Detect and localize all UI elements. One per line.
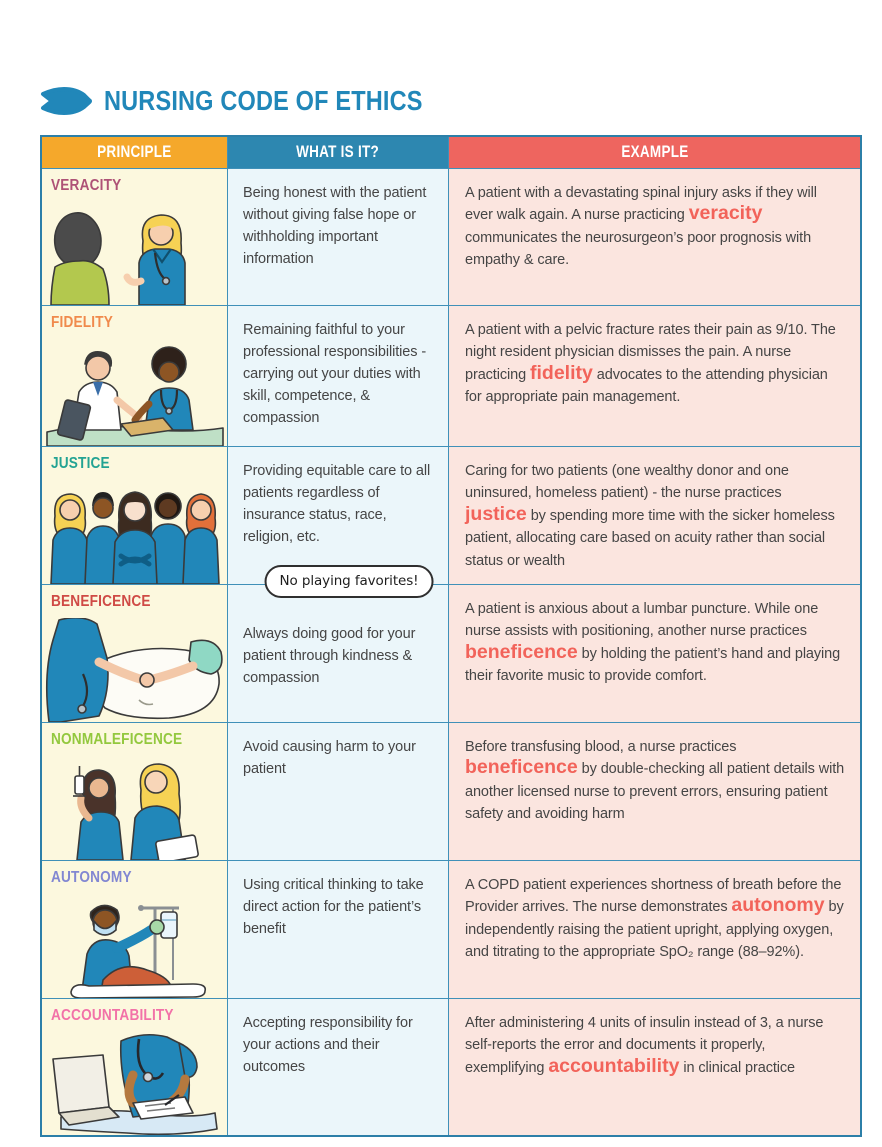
- example-keyword: veracity: [688, 202, 763, 225]
- example-text: [465, 460, 846, 572]
- principle-label: ACCOUNTABILITY: [51, 1007, 174, 1024]
- column-header-example: [449, 137, 860, 169]
- arrow-icon: [38, 86, 92, 116]
- principle-cell-fidelity: [42, 306, 228, 447]
- header-label: EXAMPLE: [620, 143, 689, 161]
- example-after: by double-checking all patient details with another licensed nurse to prevent errors, ensuring patient safety and avoiding harm: [465, 761, 845, 823]
- example-before: A patient with a devastating spinal injury asks if they will ever walk again. A nurse practicing: [465, 185, 817, 224]
- example-keyword: beneficence: [465, 640, 578, 663]
- principle-label: AUTONOMY: [51, 869, 132, 886]
- definition-text: Remaining faithful to your professional responsibilities -carrying out your duties with skill, competence, & compassion: [243, 322, 427, 427]
- example-cell-beneficence: [449, 585, 860, 723]
- page-header: [38, 85, 483, 117]
- example-cell-autonomy: [449, 861, 860, 999]
- example-text: [465, 598, 846, 688]
- definition-text: Avoid causing harm to your patient: [243, 739, 416, 778]
- principle-cell-justice: [42, 447, 228, 585]
- fidelity-illustration: [42, 342, 227, 446]
- example-keyword: autonomy: [731, 894, 825, 917]
- example-cell-fidelity: [449, 306, 860, 447]
- definition-cell-beneficence: [228, 585, 449, 723]
- definition-cell-nonmaleficence: [228, 723, 449, 861]
- autonomy-illustration: [42, 894, 227, 998]
- example-text: [465, 874, 846, 964]
- example-before: A patient is anxious about a lumbar puncture. While one nurse assists with positioning, another nurse practices: [465, 601, 819, 640]
- principle-cell-accountability: [42, 999, 228, 1135]
- definition-cell-accountability: [228, 999, 449, 1135]
- header-label: PRINCIPLE: [97, 143, 172, 161]
- principle-label: NONMALEFICENCE: [51, 731, 183, 748]
- column-header-principle: [42, 137, 228, 169]
- page-title: NURSING CODE OF ETHICS: [104, 85, 423, 116]
- example-keyword: accountability: [548, 1054, 680, 1077]
- example-after: by spending more time with the sicker homeless patient, allocating care based on acuity rather than social status or wealth: [465, 507, 835, 569]
- example-keyword: justice: [465, 502, 527, 525]
- example-before: Caring for two patients (one wealthy donor and one uninsured, homeless patient) - the nurse practices: [465, 463, 789, 502]
- example-text: [465, 319, 846, 409]
- principle-cell-autonomy: [42, 861, 228, 999]
- example-before: Before transfusing blood, a nurse practices: [465, 739, 737, 755]
- example-after: advocates to the attending physician for appropriate pain management.: [465, 366, 828, 406]
- example-before: A COPD patient experiences shortness of breath before the Provider arrives. The nurse demonstrates: [465, 877, 842, 916]
- definition-cell-veracity: [228, 169, 449, 306]
- principle-label: BENEFICENCE: [51, 593, 151, 610]
- column-header-what-is-it: [228, 137, 449, 169]
- principle-cell-nonmaleficence: [42, 723, 228, 861]
- example-after: by independently raising the patient upright, applying oxygen, and titrating to the appropriate SpO₂ range (88–92%).: [465, 899, 844, 961]
- veracity-illustration: [42, 201, 227, 305]
- example-text: [465, 736, 846, 826]
- principle-label: FIDELITY: [51, 314, 114, 331]
- principle-label: VERACITY: [51, 177, 122, 194]
- example-after: by holding the patient’s hand and playing their favorite music to provide comfort.: [465, 645, 841, 685]
- definition-text: Using critical thinking to take direct action for the patient’s benefit: [243, 877, 424, 938]
- definition-text: Always doing good for your patient through kindness & compassion: [243, 626, 416, 687]
- header-label: WHAT IS IT?: [296, 143, 380, 161]
- nonmaleficence-illustration: [42, 756, 227, 860]
- definition-text: Being honest with the patient without giving false hope or withholding important information: [243, 185, 427, 268]
- definition-text: Accepting responsibility for your actions and their outcomes: [243, 1015, 413, 1076]
- principle-cell-beneficence: [42, 585, 228, 723]
- example-text: [465, 182, 846, 272]
- justice-illustration: [42, 480, 227, 584]
- example-cell-veracity: [449, 169, 860, 306]
- example-before: After administering 4 units of insulin instead of 3, a nurse self-reports the error and documents it properly, exemplifying: [465, 1015, 824, 1076]
- accountability-illustration: [42, 1031, 227, 1135]
- principle-label: JUSTICE: [51, 455, 110, 472]
- example-cell-justice: [449, 447, 860, 585]
- example-after: communicates the neurosurgeon’s poor prognosis with empathy & care.: [465, 229, 812, 269]
- definition-text: Providing equitable care to all patients regardless of insurance status, race, religion, etc.: [243, 463, 431, 546]
- example-before: A patient with a pelvic fracture rates their pain as 9/10. The night resident physician dismisses the pain. A nurse practicing: [465, 322, 836, 383]
- definition-cell-justice: [228, 447, 449, 590]
- principle-cell-veracity: [42, 169, 228, 306]
- example-keyword: fidelity: [530, 361, 593, 384]
- definition-cell-fidelity: [228, 306, 449, 447]
- example-keyword: beneficence: [465, 756, 578, 779]
- example-text: [465, 1012, 846, 1079]
- beneficence-illustration: [42, 618, 227, 722]
- example-cell-nonmaleficence: [449, 723, 860, 861]
- ethics-table: [40, 135, 862, 1137]
- example-cell-accountability: [449, 999, 860, 1135]
- speech-bubble: No playing favorites!: [265, 565, 434, 598]
- example-after: in clinical practice: [679, 1059, 796, 1076]
- definition-cell-autonomy: [228, 861, 449, 999]
